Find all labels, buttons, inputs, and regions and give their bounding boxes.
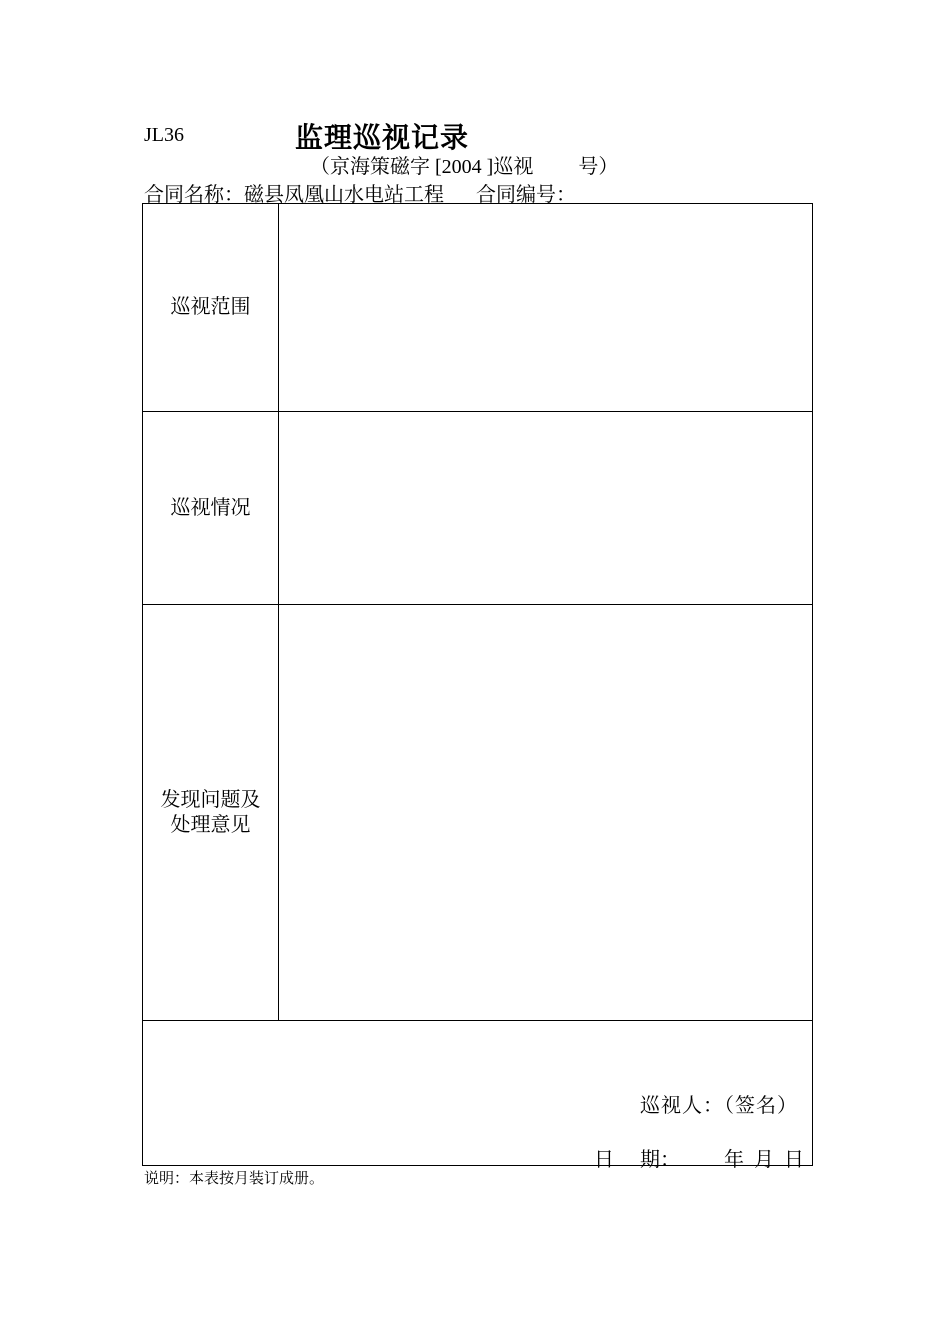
status-content-cell[interactable] <box>279 412 812 604</box>
row-label-status <box>143 412 279 604</box>
row-label-text-line-1: 发现问题及 <box>160 788 261 811</box>
day-label: 日 <box>784 1149 804 1171</box>
contract-number-label: 合同编号： <box>476 184 576 206</box>
table-row-signature <box>143 1021 812 1171</box>
row-label-issues <box>143 605 279 1020</box>
date-label-char-2: 期： <box>640 1149 680 1171</box>
scope-content-cell[interactable] <box>279 204 812 411</box>
inspection-form-table <box>142 203 813 1171</box>
contract-name-label: 合同名称： <box>144 184 244 206</box>
document-number: （京海策磁字 [2004 ]巡视 号） <box>310 156 619 178</box>
row-label-text: 巡视范围 <box>170 296 251 318</box>
row-label-text: 巡视情况 <box>170 496 251 519</box>
row-label-text-line-2: 处理意见 <box>170 813 251 836</box>
form-code: JL36 <box>144 124 184 146</box>
table-row-scope <box>143 204 812 412</box>
month-label: 月 <box>754 1149 774 1171</box>
table-row-issues <box>143 605 812 1021</box>
contract-name-value: 磁县凤凰山水电站工程 <box>244 184 444 206</box>
table-row-status <box>143 412 812 605</box>
inspector-signature-label: 巡视人：（签名） <box>640 1095 798 1117</box>
issues-content-cell[interactable] <box>279 605 812 1020</box>
date-label-char-1: 日 <box>594 1149 614 1171</box>
footnote: 说明：本表按月装订成册。 <box>144 1171 325 1187</box>
year-label: 年 <box>724 1149 744 1171</box>
date-line <box>594 1143 804 1172</box>
page-title: 监理巡视记录 <box>295 121 470 154</box>
row-label-scope <box>143 204 279 411</box>
